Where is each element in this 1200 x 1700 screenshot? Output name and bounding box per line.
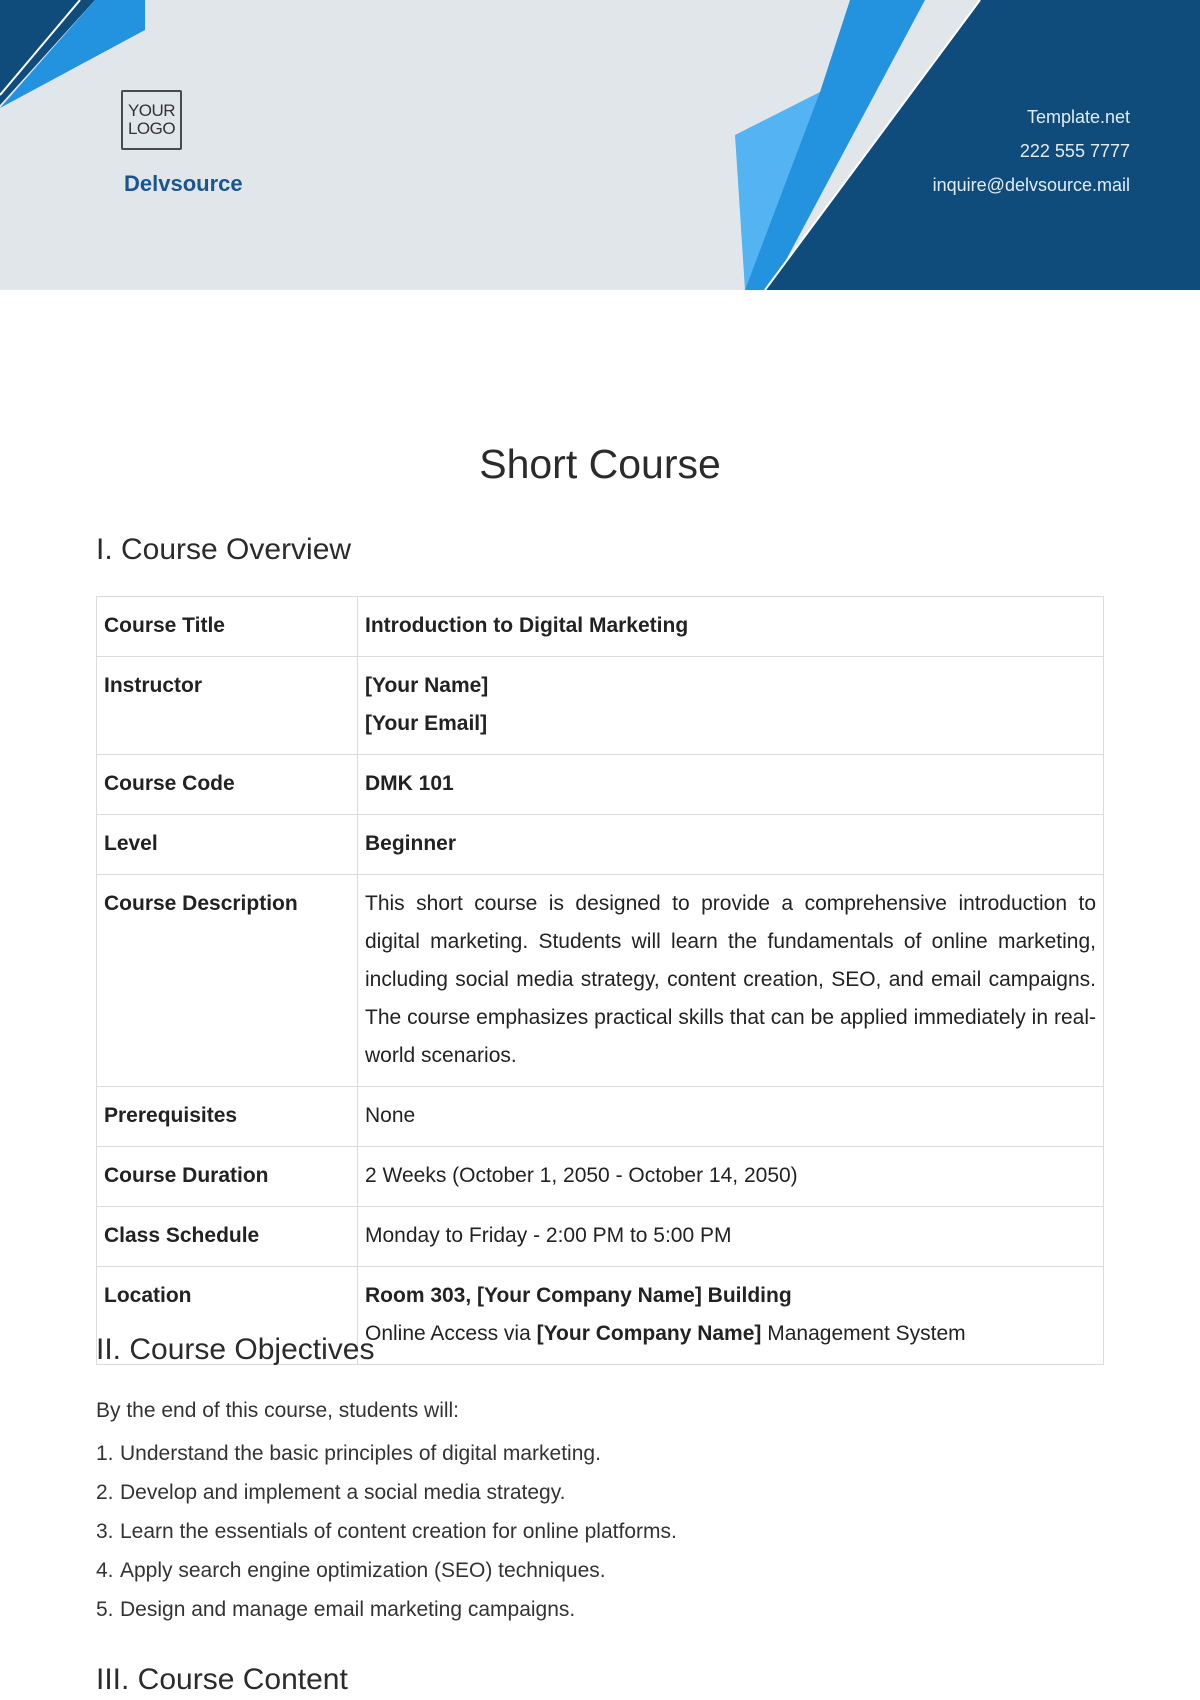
- instructor-name: [Your Name]: [365, 674, 489, 697]
- course-overview-table: [96, 596, 1104, 1365]
- value-course-description: This short course is designed to provide a comprehensive introduction to digital marketing. Students will learn the fundamentals of online marketing, including social media strategy, content creation, SEO, and email campaigns. The course emphasizes practical skills that can be applied immediately in real-world scenarios.: [358, 875, 1104, 1087]
- list-item: [96, 1473, 677, 1512]
- item-text: Understand the basic principles of digital marketing.: [120, 1442, 601, 1465]
- instructor-email: [Your Email]: [365, 712, 488, 735]
- online-prefix: Online Access via: [365, 1322, 537, 1345]
- item-text: Design and manage email marketing campaigns.: [120, 1598, 576, 1621]
- list-item: [96, 1434, 677, 1473]
- location-room: Room 303, [Your Company Name] Building: [365, 1284, 792, 1307]
- label-level: Level: [97, 815, 358, 875]
- objectives-list: [96, 1434, 677, 1629]
- item-number: 2.: [96, 1481, 114, 1504]
- value-prerequisites: None: [358, 1087, 1104, 1147]
- value-location: [358, 1267, 1104, 1365]
- logo-placeholder: YOUR LOGO: [121, 90, 182, 150]
- section-heading-content: III. Course Content: [96, 1663, 348, 1696]
- list-item: [96, 1551, 677, 1590]
- label-location: Location: [97, 1267, 358, 1365]
- section-heading-overview: I. Course Overview: [96, 533, 352, 566]
- item-number: 5.: [96, 1598, 114, 1621]
- label-course-duration: Course Duration: [97, 1147, 358, 1207]
- label-course-code: Course Code: [97, 755, 358, 815]
- table-row: [97, 1147, 1104, 1207]
- value-course-duration: 2 Weeks (October 1, 2050 - October 14, 2050): [358, 1147, 1104, 1207]
- table-row: [97, 1207, 1104, 1267]
- value-course-title: Introduction to Digital Marketing: [358, 597, 1104, 657]
- value-instructor: [358, 657, 1104, 755]
- contact-website: Template.net: [1026, 107, 1130, 127]
- table-row: [97, 875, 1104, 1087]
- label-course-title: Course Title: [97, 597, 358, 657]
- document-title: Short Course: [479, 441, 721, 487]
- value-level: Beginner: [358, 815, 1104, 875]
- location-online: [365, 1315, 1096, 1353]
- table-row: [97, 597, 1104, 657]
- list-item: [96, 1590, 677, 1629]
- online-company: [Your Company Name]: [536, 1322, 762, 1345]
- contact-email: inquire@delvsource.mail: [932, 175, 1130, 195]
- label-course-description: Course Description: [97, 875, 358, 1087]
- item-number: 4.: [96, 1559, 114, 1582]
- item-text: Learn the essentials of content creation for online platforms.: [120, 1520, 677, 1543]
- table-row: [97, 657, 1104, 755]
- item-text: Develop and implement a social media strategy.: [120, 1481, 566, 1504]
- contact-phone: 222 555 7777: [1019, 141, 1130, 161]
- item-number: 3.: [96, 1520, 114, 1543]
- label-prerequisites: Prerequisites: [97, 1087, 358, 1147]
- value-class-schedule: Monday to Friday - 2:00 PM to 5:00 PM: [358, 1207, 1104, 1267]
- table-row: [97, 1087, 1104, 1147]
- item-number: 1.: [96, 1442, 114, 1465]
- value-course-code: DMK 101: [358, 755, 1104, 815]
- table-row: [97, 755, 1104, 815]
- label-class-schedule: Class Schedule: [97, 1207, 358, 1267]
- online-suffix: Management System: [761, 1322, 966, 1345]
- list-item: [96, 1512, 677, 1551]
- item-text: Apply search engine optimization (SEO) techniques.: [120, 1559, 606, 1582]
- section-heading-objectives: II. Course Objectives: [96, 1333, 375, 1366]
- objectives-intro: By the end of this course, students will:: [96, 1399, 460, 1422]
- label-instructor: Instructor: [97, 657, 358, 755]
- letterhead: [0, 0, 1200, 290]
- objectives-block: [96, 1395, 677, 1629]
- table-row: [97, 815, 1104, 875]
- company-name: Delvsource: [124, 171, 243, 196]
